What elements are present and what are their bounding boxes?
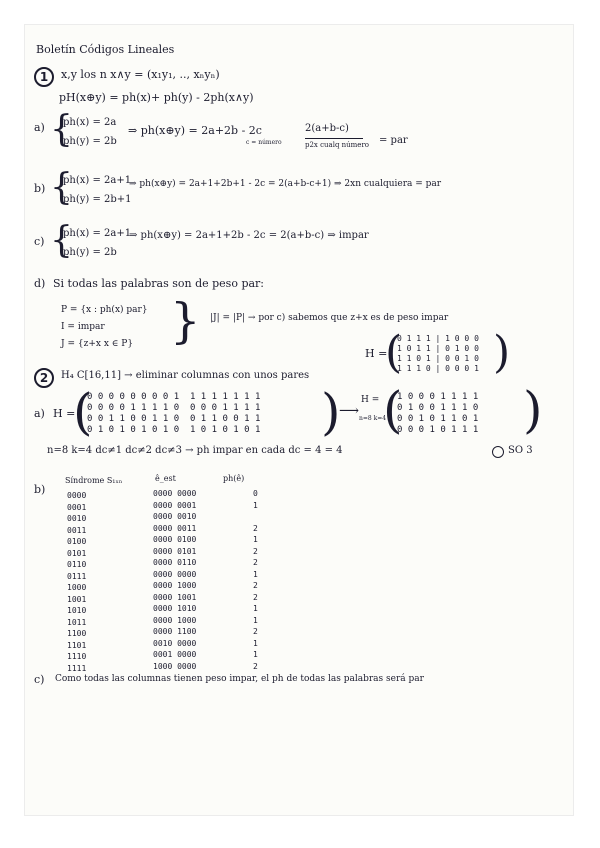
part-2a-arrow: ⟶ <box>339 403 360 419</box>
part-1a-fraction-bar <box>305 138 363 139</box>
table-row: 0000 0101 <box>153 546 197 556</box>
weight-column-header: ph(ê) <box>223 474 245 483</box>
table-row: 2 <box>253 592 258 602</box>
part-2a-matrix2-row-4: 0 0 0 1 0 1 1 1 <box>397 425 479 435</box>
table-row: 0000 1010 <box>153 604 197 613</box>
part-1b-system-1: ph(x) = 2a+1 <box>63 175 132 186</box>
table-row: 0000 0000 <box>153 569 197 579</box>
table-row: 2 <box>253 558 258 567</box>
part-1d-matrix-open: ( <box>385 327 403 378</box>
table-row: 0001 <box>67 502 87 512</box>
table-row: 0000 0010 <box>153 512 197 521</box>
part-1d-line-3: J = {z+x x ∈ P} <box>61 339 134 349</box>
part-1a-fraction-denominator: p2x cualq número <box>305 141 370 149</box>
table-row: 1101 <box>67 640 87 650</box>
table-row: 1 <box>253 604 258 613</box>
part-1d-right-brace: } <box>170 293 201 349</box>
table-row: 1001 <box>67 594 87 604</box>
part-2a-parameters: n=8 k=4 dc≠1 dc≠2 dc≠3 → ph impar en cada dc = 4 = 4 <box>47 445 343 456</box>
part-2a-matrix-row-1: 0 0 0 0 0 0 0 0 1 1 1 1 1 1 1 1 <box>87 392 261 402</box>
xor-circle-symbol <box>492 446 504 458</box>
problem-1-line-2: pH(x⊕y) = ph(x)+ ph(y) - 2ph(x∧y) <box>59 91 254 104</box>
table-row: 0000 1000 <box>153 581 197 590</box>
syndrome-column <box>67 490 86 674</box>
part-2b-label: b) <box>34 483 46 496</box>
part-2a-matrix-row-4: 0 1 0 1 0 1 0 1 0 1 0 1 0 1 0 1 <box>87 425 261 435</box>
part-1d-statement: |J| = |P| → por c) sabemos que z+x es de peso impar <box>210 313 449 323</box>
part-2a-matrix-close: ) <box>321 383 341 441</box>
table-row: 1111 <box>67 663 87 673</box>
part-1b-brace: { <box>50 167 73 208</box>
table-row: 2 <box>253 546 258 556</box>
table-row: 2 <box>253 581 258 590</box>
table-row: 1000 0000 <box>153 661 197 671</box>
part-1a-system-2: ph(y) = 2b <box>63 136 117 147</box>
part-2a-matrix-open: ( <box>73 383 93 441</box>
table-row: 0010 0000 <box>153 638 197 648</box>
table-row: 1 <box>253 535 258 544</box>
part-1c-system-1: ph(x) = 2a+1 <box>63 228 132 239</box>
table-row: 0011 <box>67 525 87 535</box>
table-row: 1 <box>253 615 258 625</box>
part-1a-brace: { <box>50 109 73 150</box>
table-row: 1110 <box>67 652 87 661</box>
part-1d-label: d) <box>34 277 46 290</box>
part-2a-matrix2-label: H = <box>361 395 380 405</box>
part-1a-equation: ⇒ ph(x⊕y) = 2a+2b - 2c <box>128 124 262 137</box>
table-row: 0000 0100 <box>153 535 197 544</box>
part-2c-text: Como todas las columnas tienen peso impar, el ph de todas las palabras será par <box>55 674 424 684</box>
table-row: 0000 <box>67 491 87 500</box>
part-1d-line-1: P = {x : ph(x) par} <box>61 305 148 315</box>
table-row: 0 <box>253 489 258 498</box>
table-row: 0110 <box>67 560 87 569</box>
table-row: 1 <box>253 638 258 648</box>
problem-1-number: 1 <box>34 67 54 87</box>
table-row: 1 <box>253 650 258 659</box>
part-1d-matrix-label: H = <box>365 347 388 360</box>
part-1c-equation: ⇒ ph(x⊕y) = 2a+1+2b - 2c = 2(a+b-c) ⇒ impar <box>129 230 369 241</box>
problem-2-number: 2 <box>34 368 54 388</box>
table-row: 1100 <box>67 629 87 638</box>
table-row: 1 <box>253 569 258 579</box>
part-1a-fraction-numerator: 2(a+b-c) <box>305 123 349 134</box>
syndrome-column-header: Síndrome S₁ₓₙ <box>65 476 123 485</box>
table-row: 0000 0110 <box>153 558 197 567</box>
part-1a-label: a) <box>34 121 45 134</box>
part-2a-matrix2-side: n=8 k=4 <box>359 415 387 422</box>
error-column-header: ê_est <box>155 474 176 483</box>
table-row: 0111 <box>67 571 87 581</box>
table-row: 1011 <box>67 617 87 627</box>
error-column <box>153 488 196 672</box>
table-row: 0000 0001 <box>153 500 197 510</box>
table-row: 0101 <box>67 548 87 558</box>
table-row: 0000 1100 <box>153 627 197 636</box>
table-row: 1000 <box>67 583 87 592</box>
page-title: Boletín Códigos Lineales <box>36 43 175 56</box>
part-1c-label: c) <box>34 235 45 248</box>
part-1d-matrix-row-4: 1 1 1 0 | 0 0 0 1 <box>397 364 479 373</box>
part-1c-system-2: ph(y) = 2b <box>63 247 117 258</box>
part-2a-tail-symbols: SO 3 <box>508 445 533 456</box>
part-1d-intro: Si todas las palabras son de peso par: <box>53 277 265 290</box>
table-row: 0000 1000 <box>153 615 197 625</box>
weight-column <box>253 488 258 672</box>
table-row: 0000 0011 <box>153 523 197 533</box>
table-row: 0000 1001 <box>153 592 197 602</box>
table-row: 2 <box>253 523 258 533</box>
part-1d-matrix-row-2: 1 0 1 1 | 0 1 0 0 <box>397 344 479 353</box>
table-row: 2 <box>253 661 258 671</box>
part-2a-matrix-row-2: 0 0 0 0 1 1 1 1 0 0 0 0 1 1 1 1 <box>87 403 261 413</box>
table-row: 2 <box>253 627 258 636</box>
part-2a-matrix2-close: ) <box>523 381 543 439</box>
part-2a-label: a) <box>34 407 45 420</box>
table-row: 0010 <box>67 514 87 523</box>
table-row: 1 <box>253 500 258 510</box>
table-row: 0000 0000 <box>153 489 197 498</box>
part-2a-matrix-row-3: 0 0 1 1 0 0 1 1 0 0 1 1 0 0 1 1 <box>87 414 261 424</box>
part-1a-result: = par <box>379 135 408 146</box>
part-1b-equation: ⇒ ph(x⊕y) = 2a+1+2b+1 - 2c = 2(a+b-c+1) ⇒ 2xn cualquiera = par <box>129 179 442 189</box>
part-1b-label: b) <box>34 182 46 195</box>
part-2a-matrix2-row-3: 0 0 1 0 1 1 0 1 <box>397 414 479 424</box>
table-row: 0100 <box>67 537 87 546</box>
part-1d-matrix-row-3: 1 1 0 1 | 0 0 1 0 <box>397 354 479 363</box>
table-row: 0001 0000 <box>153 650 197 659</box>
part-1a-system-1: ph(x) = 2a <box>63 117 117 128</box>
part-1d-matrix-row-1: 0 1 1 1 | 1 0 0 0 <box>397 334 479 343</box>
handwritten-page <box>25 25 573 815</box>
problem-1-line-1: x,y los n x∧y = (x₁y₁, .., xₙyₙ) <box>61 68 220 81</box>
part-1c-brace: { <box>50 220 73 261</box>
problem-2-header: H₄ C[16,11] → eliminar columnas con unos pares <box>61 370 310 381</box>
part-2a-matrix2-row-2: 0 1 0 0 1 1 1 0 <box>397 403 479 413</box>
part-2a-matrix2-row-1: 1 0 0 0 1 1 1 1 <box>397 392 479 402</box>
table-row <box>253 511 258 523</box>
part-1d-matrix-close: ) <box>493 327 511 378</box>
part-2a-matrix2-open: ( <box>383 381 403 439</box>
part-2c-label: c) <box>34 673 45 686</box>
part-1a-under-note: c = número <box>246 139 282 146</box>
part-1d-line-2: I = impar <box>61 322 105 332</box>
table-row: 1010 <box>67 606 87 615</box>
part-2a-matrix-label: H = <box>53 407 76 420</box>
part-1b-system-2: ph(y) = 2b+1 <box>63 194 132 205</box>
